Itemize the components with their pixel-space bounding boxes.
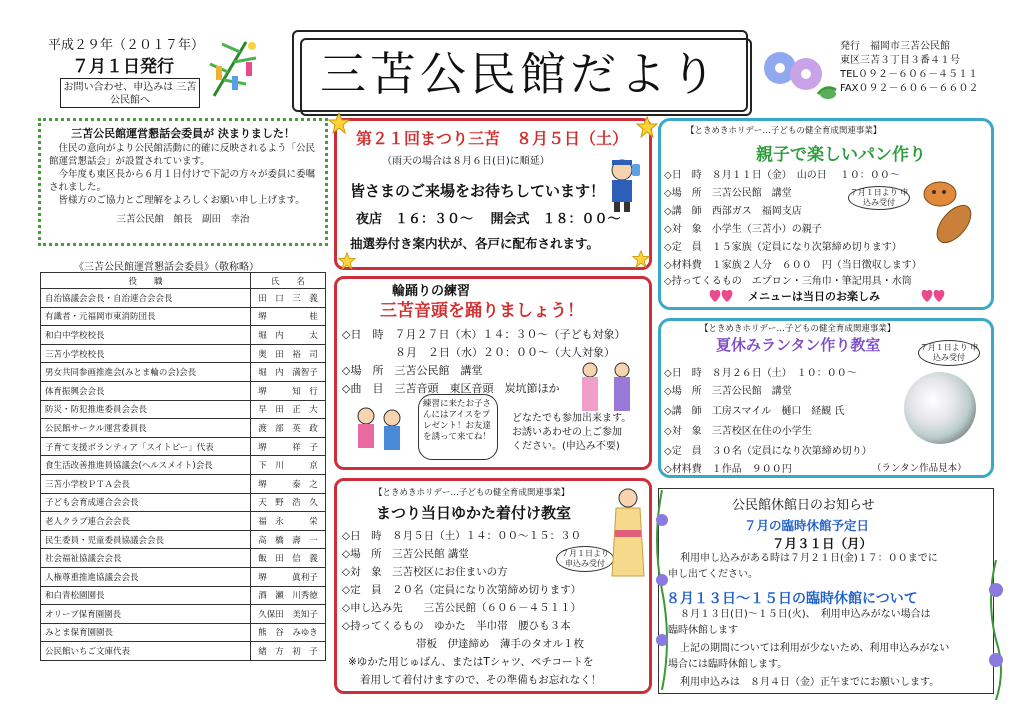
yukata-woman-icon (606, 486, 650, 582)
yukata-note: 着用して着付けますので、その準備もお忘れなく！ (360, 674, 602, 686)
committee-role: 食生活改善推進員協議会(ヘルスメイト)会長 (41, 456, 251, 475)
committee-role: 社会福祉協議会会長 (41, 549, 251, 568)
apply-stamp: ７月１日より 申込み受付 (556, 546, 614, 572)
table-row (41, 344, 326, 363)
closure-july-text: 利用申し込みがある時は７月２１日(金)１７：００までに (680, 553, 938, 564)
committee-notice (38, 118, 328, 246)
table-row (41, 605, 326, 624)
committee-role: 自治協議会会長・自治連合会会長 (41, 289, 251, 308)
committee-member-name: 天 野 浩 久 (251, 493, 326, 512)
tanabata-bamboo-icon (206, 36, 266, 100)
closure-heading: 公民館休館日のお知らせ (732, 498, 875, 513)
star-icon (632, 250, 650, 268)
lantern-date-row: ◇日 時 ８月２６日（土） １０：００～ (664, 368, 857, 379)
notice-text: 住民の意向がより公民館活動に的確に反映されるよう「公民館運営懇話会」が設置されています。 (49, 143, 316, 167)
publisher-info (840, 40, 979, 96)
lantern-fee-row: ◇材料費 １作品 ９００円 (664, 464, 792, 475)
matsuri-title: 第２１回まつり三苫 ８月５日（土） (356, 129, 629, 148)
lantern-teacher-row: ◇講 師 工房スマイル 樋口 経観 氏 (664, 406, 845, 417)
lantern-caption: （ランタン作品見本） (872, 463, 967, 474)
apply-stamp: ７月１日より 申込み受付 (848, 186, 910, 210)
publisher-line: TEL０９２－６０６－４５１１ (840, 69, 978, 80)
column-header-role: 役 職 (41, 273, 251, 289)
closure-aug-title: ８月１３日～１５日の臨時休館について (666, 591, 918, 607)
committee-role: 有識者・元福岡市東消防団長 (41, 307, 251, 326)
column-header-name: 氏 名 (251, 273, 326, 289)
committee-member-name: 奥 田 裕 司 (251, 344, 326, 363)
table-row (41, 289, 326, 308)
committee-table (40, 272, 326, 661)
closure-aug-text: 臨時休館します (668, 625, 738, 636)
bon-speech-bubble: 練習に来たお子さんにはアイスをプレゼント！お友達を誘って来てね！ (418, 394, 498, 460)
dancing-children-icon (350, 404, 410, 460)
bread-bring-row: ◇持ってくるもの エプロン・三角巾・筆記用具・水筒 (664, 276, 912, 287)
bread-place-row: ◇場 所 三苫公民館 講堂 (664, 188, 792, 199)
table-row (41, 530, 326, 549)
table-row (41, 456, 326, 475)
table-row (41, 474, 326, 493)
committee-role: 老人クラブ連合会会長 (41, 512, 251, 531)
committee-role: 男女共同参画推進会(みとま輪の会)会長 (41, 363, 251, 382)
lantern-capacity-row: ◇定 員 ３０名（定員になり次第締め切り） (664, 446, 872, 457)
publisher-line: 発行 福岡市三苫公民館 (840, 41, 950, 52)
bon-invite (512, 412, 631, 454)
bon-date-row: ◇日 時 ７月２７日（木）１４：３０～（子ども対象） (342, 328, 626, 341)
inquiry-box: お問い合わせ、申込みは 三苫公民館へ (60, 78, 200, 108)
notice-text: 皆様方のご協力とご理解をよろしくお願い申し上げます。 (58, 195, 305, 206)
table-row (41, 400, 326, 419)
committee-member-name: 酒 瀬 川秀徳 (251, 586, 326, 605)
committee-role: 人権尊重推進協議会会長 (41, 567, 251, 586)
committee-role: 和白中学校校長 (41, 326, 251, 345)
committee-role: みとま保育園園長 (41, 623, 251, 642)
heart-icon (920, 286, 946, 304)
bon-place-row: ◇場 所 三苫公民館 講堂 (342, 364, 483, 377)
bread-fee-row: ◇材料費 １家族２人分 ６００ 円（当日徴収します） (664, 260, 922, 271)
table-row (41, 549, 326, 568)
committee-role: 三苫小学校ＰＴＡ会長 (41, 474, 251, 493)
heart-icon (708, 286, 734, 304)
closure-july-title: ７月の臨時休館予定日 (744, 518, 870, 533)
yukata-subtitle: 【ときめきホリデー…子どもの健全育成関連事業】 (374, 488, 570, 498)
morning-glory-icon (758, 44, 838, 104)
table-row (41, 586, 326, 605)
yukata-bring-row: ◇持ってくるもの ゆかた 半巾帯 腰ひも３本 (342, 620, 571, 632)
bon-invite-line: ください。(申込み不要) (512, 441, 620, 452)
table-row (41, 437, 326, 456)
notice-signature: 三苫公民館 館長 副田 幸治 (116, 214, 250, 225)
committee-member-name: 堺 眞利子 (251, 567, 326, 586)
bon-invite-line: お誘いあわせの上ご参加 (512, 427, 622, 438)
lantern-sample-image (904, 372, 976, 444)
committee-member-name: 堺 泰 之 (251, 474, 326, 493)
table-row (41, 567, 326, 586)
committee-role: 三苫小学校校長 (41, 344, 251, 363)
committee-member-name: 下 川 京 (251, 456, 326, 475)
table-row (41, 642, 326, 661)
yukata-capacity-row: ◇定 員 ２０名（定員になり次第締め切ります） (342, 584, 582, 596)
bon-date-row: ８月 ２日（水）２０：００～（大人対象） (395, 346, 615, 359)
committee-heading: 《三苫公民館運営懇話会委員》（敬称略） (74, 262, 259, 273)
table-header-row (41, 273, 326, 289)
committee-role: 公民館いちご文庫代表 (41, 642, 251, 661)
committee-member-name: 堺 桂 (251, 307, 326, 326)
table-row (41, 512, 326, 531)
matsuri-times: 夜店 １６：３０～ 開会式 １８：００～ (356, 212, 621, 227)
dancing-women-icon (572, 360, 642, 416)
committee-member-name: 緒 方 初 子 (251, 642, 326, 661)
committee-role: 子育て支援ボランティア「スイトピー」代表 (41, 437, 251, 456)
committee-member-name: 堀 内 満智子 (251, 363, 326, 382)
bread-teacher-row: ◇講 師 西部ガス 福岡支店 (664, 206, 802, 217)
bon-invite-line: どなたでも参加出来ます。 (512, 413, 632, 424)
committee-member-name: 早 田 正 大 (251, 400, 326, 419)
matsuri-welcome: 皆さまのご来場をお待ちしています！ (350, 182, 606, 200)
yukata-bring-row: 帯板 伊達締め 薄手のタオル１枚 (416, 638, 584, 650)
matsuri-rain-note: （雨天の場合は８月６日(日)に順延） (382, 156, 550, 167)
bread-menu-note: メニューは当日のお楽しみ (748, 290, 880, 303)
committee-role: 子ども会育成連合会会長 (41, 493, 251, 512)
yukata-note: ※ゆかた用じゅばん、またはTシャツ、ペチコートを (348, 656, 594, 668)
bread-title: 親子で楽しいパン作り (756, 145, 926, 165)
star-icon (636, 116, 658, 138)
bon-title: 三苫音頭を踊りましょう！ (380, 301, 584, 321)
committee-member-name: 渡 部 英 政 (251, 419, 326, 438)
committee-role: 民生委員・児童委員協議会会長 (41, 530, 251, 549)
committee-member-name: 田 口 三 義 (251, 289, 326, 308)
committee-member-name: 飯 田 信 義 (251, 549, 326, 568)
closure-aug-text: 場合には臨時休館します。 (668, 659, 788, 670)
table-row (41, 326, 326, 345)
closure-aug-text: 利用申込みは ８月４日（金）正午までにお願いします。 (680, 677, 940, 688)
committee-member-name: 福 永 栄 (251, 512, 326, 531)
star-icon (328, 112, 350, 134)
bread-capacity-row: ◇定 員 １５家族（定員になり次第締め切ります） (664, 242, 902, 253)
bread-date-row: ◇日 時 ８月１１日（金） 山の日 １０：００～ (664, 170, 900, 181)
committee-member-name: 堺 知 行 (251, 381, 326, 400)
yukata-title: まつり当日ゆかた着付け教室 (376, 504, 572, 522)
bread-icon (918, 178, 978, 248)
closure-july-text: 申し出てください。 (668, 569, 758, 580)
bon-subtitle: 輪踊りの練習 (392, 284, 471, 299)
yukata-place-row: ◇場 所 三苫公民館 講堂 (342, 548, 469, 560)
yukata-target-row: ◇対 象 三苫校区にお住まいの方 (342, 566, 508, 578)
festival-boy-icon (602, 156, 644, 214)
bon-songs-row: ◇曲 目 三苫音頭 東区音頭 炭坑節ほか (342, 382, 560, 395)
lantern-title: 夏休みランタン作り教室 (716, 336, 881, 354)
committee-role: 防災・防犯推進委員会会長 (41, 400, 251, 419)
table-row (41, 493, 326, 512)
lantern-place-row: ◇場 所 三苫公民館 講堂 (664, 386, 792, 397)
committee-role: 和白青松園園長 (41, 586, 251, 605)
morning-glory-vine-icon (984, 560, 1008, 700)
closure-aug-text: 上記の期間については利用が少ないため、利用申込みがない (680, 643, 950, 654)
issue-era-date: 平成２９年（２０１７年） (48, 38, 205, 53)
closure-july-date: ７月３１日（月） (772, 536, 873, 551)
committee-role: オリーブ保育園園長 (41, 605, 251, 624)
matsuri-lottery: 抽選券付き案内状が、各戸に配布されます。 (350, 236, 600, 251)
page-title: 三苫公民館だより (320, 47, 720, 101)
committee-member-name: 熊 谷 みゆき (251, 623, 326, 642)
committee-member-name: 久保田 美知子 (251, 605, 326, 624)
bread-target-row: ◇対 象 小学生（三苫小）の親子 (664, 224, 822, 235)
committee-member-name: 高 橋 壽 一 (251, 530, 326, 549)
notice-text: 今年度も東区長から６月１日付けで下記の方々が委員に委嘱されました。 (49, 169, 316, 193)
committee-member-name: 堀 内 太 (251, 326, 326, 345)
table-row (41, 381, 326, 400)
table-row (41, 307, 326, 326)
notice-title: 三苫公民館運営懇話会委員が 決まりました！ (71, 127, 295, 140)
star-icon (338, 252, 356, 270)
publisher-line: 東区三苫３丁目３番４１号 (840, 55, 960, 66)
publisher-line: FAX０９２－６０６－６６０２ (840, 83, 979, 94)
bread-subtitle: 【ときめきホリデー…子どもの健全育成関連事業】 (686, 126, 882, 136)
table-row (41, 363, 326, 382)
table-row (41, 419, 326, 438)
committee-member-name: 堺 祥 子 (251, 437, 326, 456)
yukata-date-row: ◇日 時 ８月５日（土）１４：００～１５：３０ (342, 530, 582, 542)
committee-role: 体育振興会会長 (41, 381, 251, 400)
lantern-subtitle: 【ときめきホリデー…子どもの健全育成関連事業】 (700, 324, 896, 334)
committee-role: 公民館サークル運営委員長 (41, 419, 251, 438)
closure-aug-text: ８月１３日(日)～１５日(火)、 利用申込みがない場合は (680, 609, 931, 620)
yukata-apply-row: ◇申し込み先 三苫公民館（６０６－４５１１） (342, 602, 582, 614)
lantern-target-row: ◇対 象 三苫校区在住の小学生 (664, 426, 812, 437)
table-row (41, 623, 326, 642)
apply-stamp: ７月１日より 申込み受付 (918, 340, 980, 366)
issue-date: ７月１日発行 (72, 57, 174, 77)
